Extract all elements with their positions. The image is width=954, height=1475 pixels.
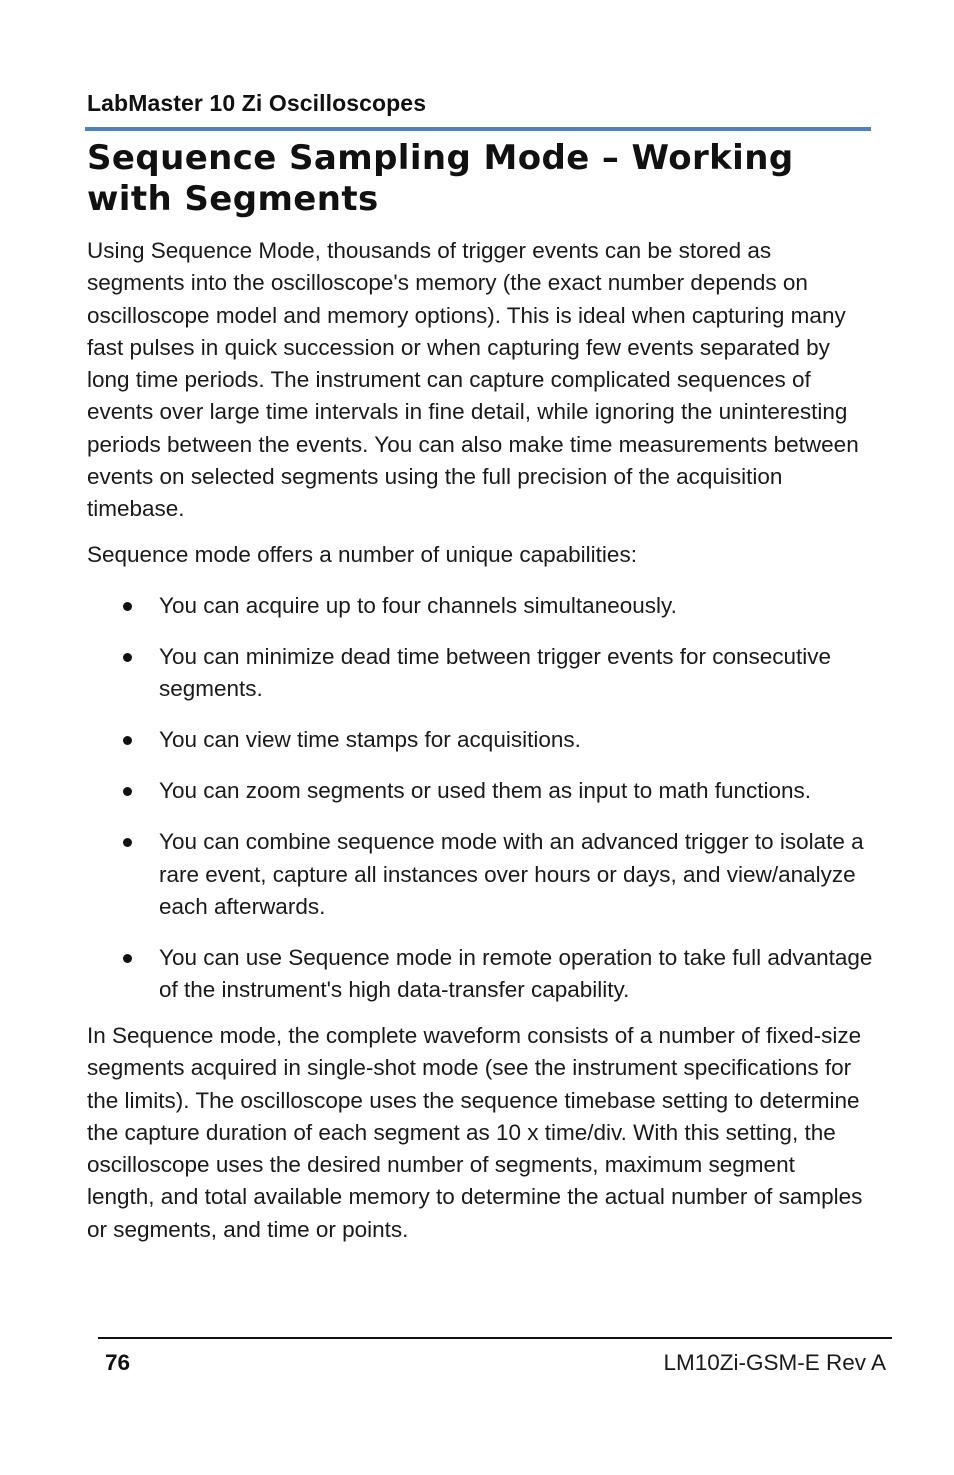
list-item	[87, 724, 877, 756]
list-item	[87, 826, 877, 923]
list-item-text: You can minimize dead time between trigger events for consecutive segments.	[159, 643, 832, 702]
bullet-icon	[123, 838, 132, 847]
list-item-text: You can use Sequence mode in remote operation to take full advantage of the instrument's high data-transfer capability.	[159, 944, 873, 1003]
bullet-icon	[123, 736, 132, 745]
capabilities-lead: Sequence mode offers a number of unique capabilities:	[87, 542, 637, 567]
bullet-icon	[123, 954, 132, 963]
intro-paragraph: Using Sequence Mode, thousands of trigger events can be stored as segments into the oscilloscope's memory (the exact number depends on oscilloscope model and memory options). This is ideal when capturing many fast pulses in quick succession or when capturing few events separated by long time periods. The instrument can capture complicated sequences of events over large time intervals in fine detail, while ignoring the uninteresting periods between the events. You can also make time measurements between events on selected segments using the full precision of the acquisition timebase.	[87, 238, 859, 522]
list-item-text: You can zoom segments or used them as input to math functions.	[159, 778, 812, 804]
section-title: Sequence Sampling Mode – Working with Segments	[87, 138, 794, 219]
list-item-text: You can combine sequence mode with an advanced trigger to isolate a rare event, capture all instances over hours or days, and view/analyze each afterwards.	[159, 829, 864, 919]
list-item	[87, 942, 877, 1007]
bullet-icon	[123, 653, 132, 662]
capabilities-list	[87, 590, 877, 1025]
list-item-text: You can view time stamps for acquisitions.	[159, 727, 581, 753]
list-item	[87, 590, 877, 622]
page-number: 76	[105, 1350, 131, 1375]
running-header: LabMaster 10 Zi Oscilloscopes	[87, 90, 427, 116]
list-item	[87, 641, 877, 706]
document-code: LM10Zi-GSM-E Rev A	[663, 1350, 886, 1375]
closing-paragraph: In Sequence mode, the complete waveform consists of a number of fixed-size segments acquired in single-shot mode (see the instrument specifications for the limits). The oscilloscope uses the sequence timebase setting to determine the capture duration of each segment as 10 x time/div. With this setting, the oscilloscope uses the desired number of segments, maximum segment length, and total available memory to determine the actual number of samples or segments, and time or points.	[87, 1023, 863, 1242]
list-item-text: You can acquire up to four channels simultaneously.	[159, 593, 677, 618]
footer-rule	[98, 1337, 892, 1339]
list-item	[87, 775, 877, 807]
header-rule	[85, 127, 871, 131]
bullet-icon	[123, 602, 132, 611]
bullet-icon	[123, 787, 132, 796]
